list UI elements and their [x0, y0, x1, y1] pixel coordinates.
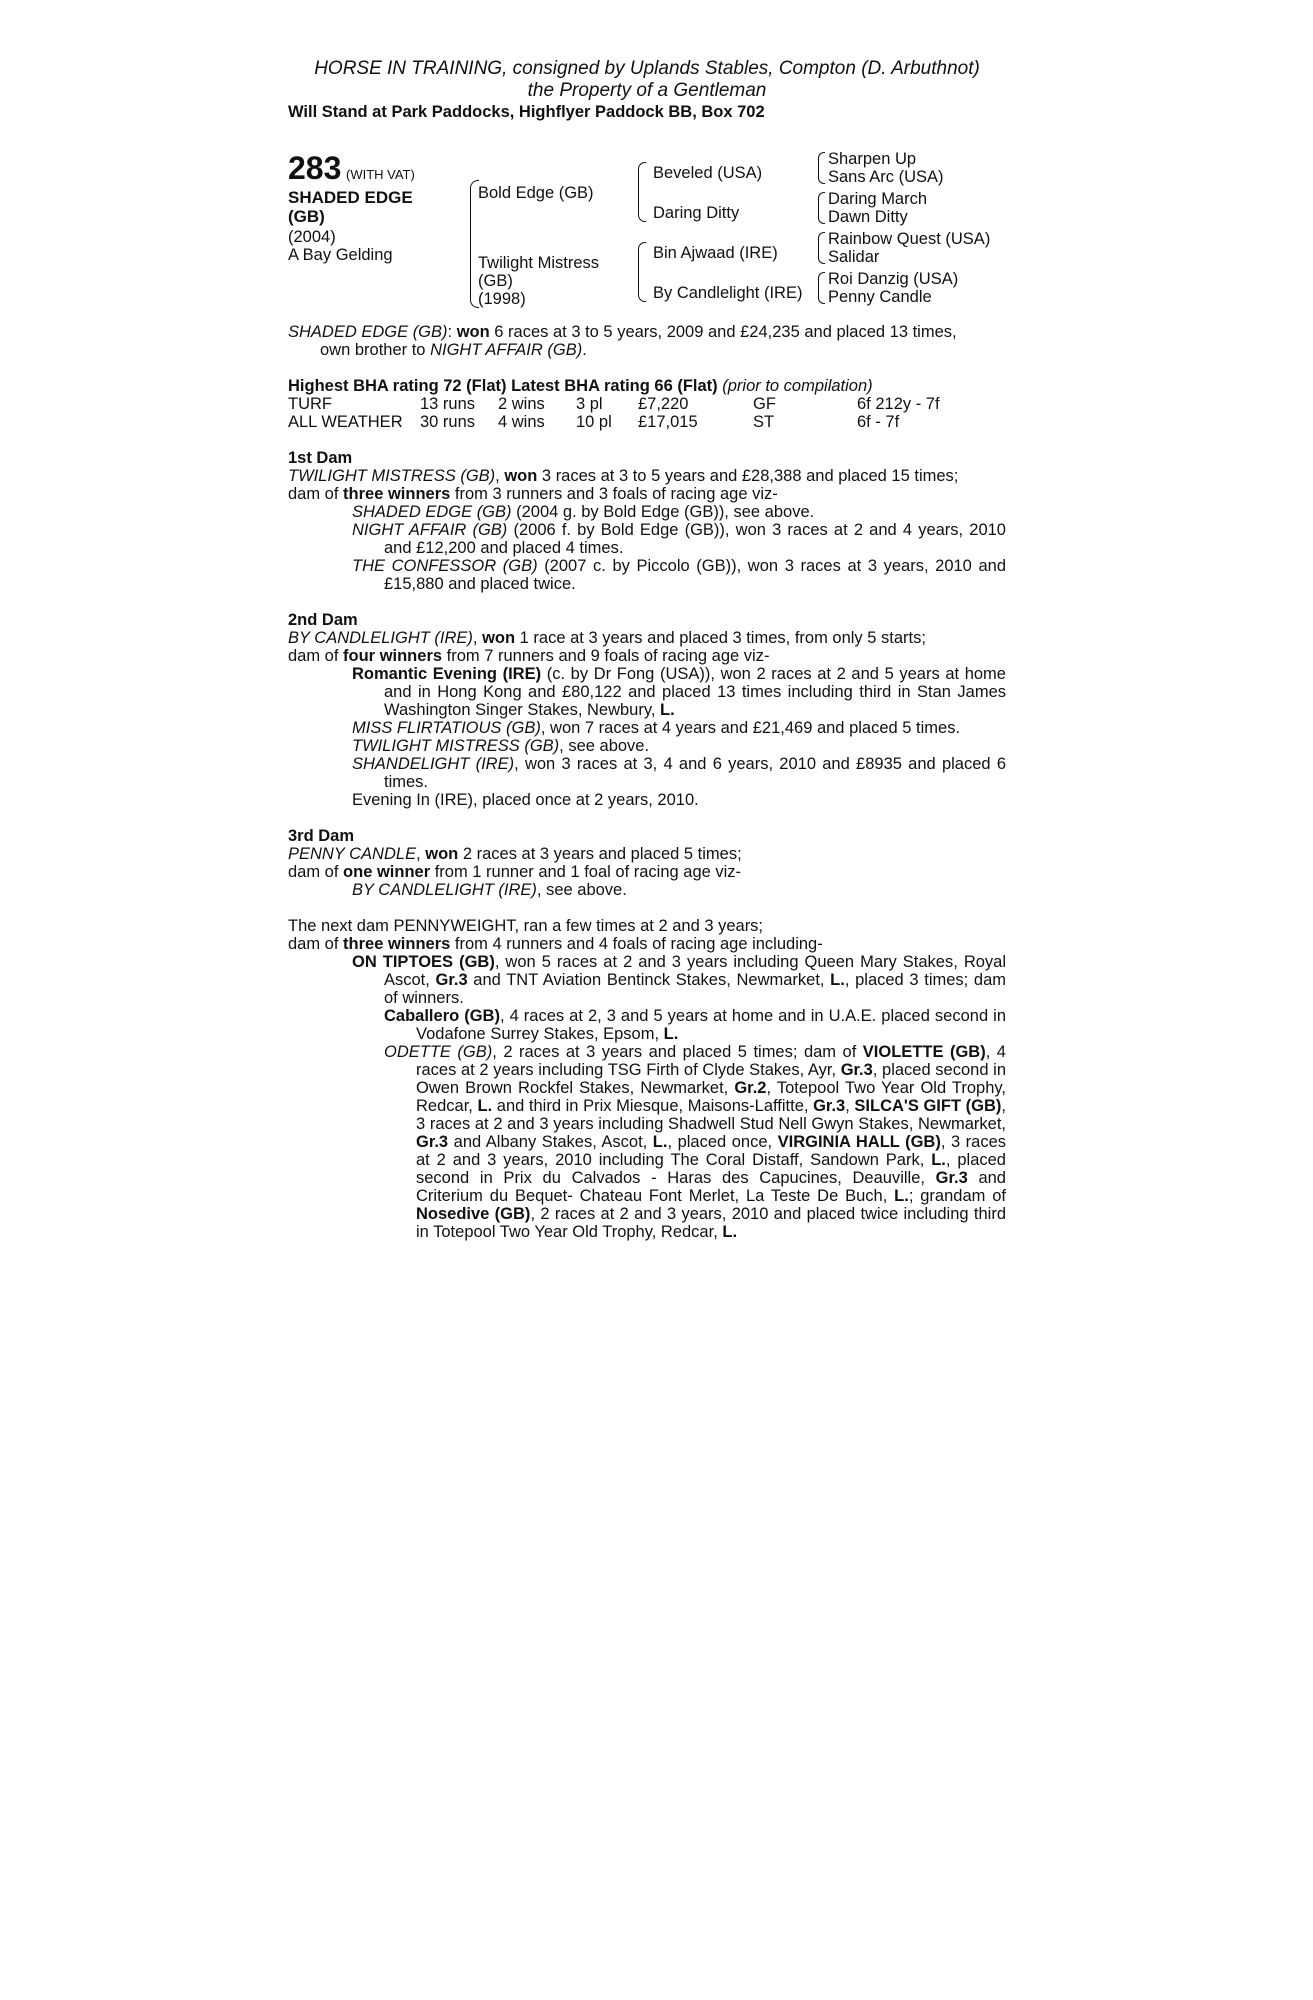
offspring-name: SHANDELIGHT (IRE)	[352, 755, 515, 773]
offspring-text: , placed second in Owen Brown Rockfel Stakes, Newmarket,	[416, 1061, 1006, 1097]
rating-cell: 10 pl	[576, 413, 612, 431]
offspring-text: , placed 3 times; dam of winners.	[384, 971, 1007, 1007]
summary-brother-text: own brother to	[320, 341, 431, 359]
third-dam-heading: 3rd Dam	[288, 827, 355, 845]
dam-dam: By Candlelight (IRE)	[653, 284, 803, 302]
pedigree-block	[288, 150, 1006, 308]
offspring-text: (2004 g. by Bold Edge (GB)), see above.	[511, 503, 815, 521]
brace-g4	[818, 272, 825, 304]
grandsire-7: Roi Danzig (USA)	[828, 270, 959, 288]
rating-cell: TURF	[288, 395, 332, 413]
group-mark: Gr.2	[734, 1079, 767, 1097]
offspring-text: , 2 races at 2 and 3 years, 2010 and placed twice including third in Totepool Two Year Old Trophy, Redcar,	[416, 1205, 1006, 1241]
grandsire-2: Sans Arc (USA)	[828, 168, 944, 186]
group-mark: Gr.3	[840, 1061, 873, 1079]
catalogue-page	[288, 58, 1006, 1241]
list-item	[288, 953, 1006, 1007]
offspring-name: NIGHT AFFAIR (GB)	[352, 521, 508, 539]
third-dam-name: PENNY CANDLE	[288, 845, 417, 863]
rating-cell: ST	[753, 413, 775, 431]
offspring-text: , won 5 races at 2 and 3 years including Queen Mary Stakes, Royal Ascot,	[384, 953, 1006, 989]
list-item	[288, 521, 1006, 557]
listed-mark: L.	[652, 1133, 668, 1151]
rating-cell: 13 runs	[420, 395, 476, 413]
sire-dam: Daring Ditty	[653, 204, 740, 222]
first-dam-heading: 1st Dam	[288, 449, 353, 467]
offspring-text: and TNT Aviation Bentinck Stakes, Newmarket,	[467, 971, 831, 989]
second-dam-name: BY CANDLELIGHT (IRE)	[288, 629, 473, 647]
table-row	[288, 395, 940, 413]
offspring-text: ,	[845, 1097, 855, 1115]
table-row	[288, 413, 940, 431]
stand-line: Will Stand at Park Paddocks, Highflyer Paddock BB, Box 702	[288, 103, 765, 121]
group-mark: Gr.3	[813, 1097, 846, 1115]
offspring-name: MISS FLIRTATIOUS (GB)	[352, 719, 541, 737]
rating-cell: £17,015	[638, 413, 698, 431]
sire: Bold Edge (GB)	[478, 184, 594, 202]
summary-text: 6 races at 3 to 5 years, 2009 and £24,235 and placed 13 times,	[489, 323, 957, 341]
second-dam-runners: from 7 runners and 9 foals of racing age viz-	[442, 647, 770, 665]
first-dam-name: TWILIGHT MISTRESS (GB)	[288, 467, 496, 485]
lot-number: 283	[288, 150, 342, 186]
first-dam-section: 1st Dam TWILIGHT MISTRESS (GB), won 3 races at 3 to 5 years and £28,388 and placed 15 times; dam of three winners from 3 runners and 3 foals of racing age viz- SHADED EDGE (GB) (2004 g. by Bold Edge (GB)), see above. NIGHT AFFAIR (GB) (2006 f. by Bold Edge (GB)), won 3 races at 2 and 4 years, 2010 and £12,200 and placed 4 times. THE CONFESSOR (GB) (2007 c. by Piccolo (GB)), won 3 races at 3 years, 2010 and £15,880 and placed twice.	[288, 449, 1006, 593]
list-item	[288, 665, 1006, 719]
summary-end: .	[582, 341, 587, 359]
brace-g2	[818, 192, 825, 224]
rating-cell: ALL WEATHER	[288, 413, 403, 431]
third-dam-of: dam of	[288, 863, 344, 881]
consignor-line: HORSE IN TRAINING, consigned by Uplands Stables, Compton (D. Arbuthnot)	[314, 58, 980, 79]
third-dam-won: won	[425, 845, 459, 863]
summary-brother-name: NIGHT AFFAIR (GB)	[430, 341, 583, 359]
offspring-name: Caballero (GB)	[384, 1007, 500, 1025]
grandsire-3: Daring March	[828, 190, 928, 208]
rating-cell: 30 runs	[420, 413, 476, 431]
ratings-note: (prior to compilation)	[722, 377, 873, 395]
offspring-text: (2006 f. by Bold Edge (GB)), won 3 races at 2 and 4 years, 2010 and £12,200 and placed 4 times.	[384, 521, 1006, 557]
offspring-text: , won 7 races at 4 years and £21,469 and placed 5 times.	[540, 719, 961, 737]
rating-cell: £7,220	[638, 395, 689, 413]
offspring-text: , 4 races at 2 years including TSG Firth of Clyde Stakes, Ayr,	[416, 1043, 1006, 1079]
offspring-name: TWILIGHT MISTRESS (GB)	[352, 737, 560, 755]
sire-sire: Beveled (USA)	[653, 164, 763, 182]
list-item	[288, 755, 1006, 791]
offspring-text: , 3 races at 2 and 3 years including Shadwell Stud Nell Gwyn Stakes, Newmarket,	[416, 1097, 1006, 1133]
listed-mark: L.	[830, 971, 845, 989]
dam-sire: Bin Ajwaad (IRE)	[653, 244, 778, 262]
offspring-text: , 4 races at 2, 3 and 5 years at home and in U.A.E. placed second in Vodafone Surrey Stakes, Epsom,	[416, 1007, 1006, 1043]
listed-mark: L.	[722, 1223, 738, 1241]
vat-note: (WITH VAT)	[345, 167, 415, 182]
next-dam-line: The next dam PENNYWEIGHT, ran a few times at 2 and 3 years;	[288, 917, 764, 935]
offspring-name: ON TIPTOES (GB)	[352, 953, 495, 971]
first-dam-of: dam of	[288, 485, 344, 503]
offspring-text: , see above.	[559, 737, 650, 755]
first-dam-record: 3 races at 3 to 5 years and £28,388 and placed 15 times;	[537, 467, 959, 485]
listed-mark: L.	[477, 1097, 493, 1115]
first-dam-runners: from 3 runners and 3 foals of racing age viz-	[450, 485, 778, 503]
offspring-name: THE CONFESSOR (GB)	[352, 557, 538, 575]
listed-mark: L.	[894, 1187, 909, 1205]
list-item	[288, 1043, 1006, 1241]
rating-cell: 6f - 7f	[857, 413, 900, 431]
offspring-name: Nosedive (GB)	[416, 1205, 531, 1223]
ratings-heading: Highest BHA rating 72 (Flat) Latest BHA rating 66 (Flat)	[288, 377, 718, 395]
offspring-text: ; grandam of	[908, 1187, 1006, 1205]
foaling-year: (2004)	[288, 228, 336, 246]
horse-description: A Bay Gelding	[288, 246, 393, 264]
ratings-table	[288, 395, 940, 431]
second-dam-record: 1 race at 3 years and placed 3 times, from only 5 starts;	[515, 629, 926, 647]
offspring-text: (2007 c. by Piccolo (GB)), won 3 races at 3 years, 2010 and £15,880 and placed twice.	[384, 557, 1006, 593]
offspring-text: and Albany Stakes, Ascot,	[448, 1133, 653, 1151]
race-summary: SHADED EDGE (GB): won 6 races at 3 to 5 years, 2009 and £24,235 and placed 13 times, own brother to NIGHT AFFAIR (GB).	[288, 323, 957, 359]
group-mark: Gr.3	[935, 1169, 968, 1187]
listed-mark: L.	[931, 1151, 946, 1169]
summary-horse-name: SHADED EDGE (GB)	[288, 323, 448, 341]
offspring-name: SILCA'S GIFT (GB)	[854, 1097, 1002, 1115]
offspring-text: , placed once,	[667, 1133, 778, 1151]
brace-g3	[818, 232, 825, 264]
first-dam-won: won	[504, 467, 538, 485]
grandsire-6: Salidar	[828, 248, 880, 266]
offspring-name: SHADED EDGE (GB)	[352, 503, 512, 521]
offspring-text: , 3 races at 2 and 3 years, 2010 including The Coral Distaff, Sandown Park,	[416, 1133, 1006, 1169]
offspring-text: and Criterium du Bequet- Chateau Font Merlet, La Teste De Buch,	[416, 1169, 1006, 1205]
rating-cell: 2 wins	[498, 395, 545, 413]
dam-line-3: (1998)	[478, 290, 526, 308]
first-dam-winners: three winners	[343, 485, 451, 503]
rating-cell: 3 pl	[576, 395, 603, 413]
list-item	[288, 503, 1006, 521]
offspring-name: BY CANDLELIGHT (IRE)	[352, 881, 537, 899]
lot-number-line	[288, 152, 415, 184]
horse-name: SHADED EDGE (GB)	[288, 188, 413, 226]
third-dam-winners: one winner	[343, 863, 431, 881]
rating-cell: 4 wins	[498, 413, 545, 431]
listed-mark: L.	[660, 701, 675, 719]
summary-won: won	[456, 323, 490, 341]
ratings-section	[288, 377, 1006, 431]
third-dam-record: 2 races at 3 years and placed 5 times;	[458, 845, 742, 863]
third-dam-runners: from 1 runner and 1 foal of racing age viz-	[430, 863, 742, 881]
grandsire-4: Dawn Ditty	[828, 208, 908, 226]
sire-brace	[638, 162, 646, 222]
dam-brace	[638, 242, 646, 302]
group-mark: Gr.3	[435, 971, 468, 989]
third-dam-section: 3rd Dam PENNY CANDLE, won 2 races at 3 years and placed 5 times; dam of one winner from 1 runner and 1 foal of racing age viz- BY CANDLELIGHT (IRE), see above.	[288, 827, 1006, 899]
rating-cell: 6f 212y - 7f	[857, 395, 940, 413]
list-item	[288, 719, 1006, 737]
offspring-text: , see above.	[536, 881, 627, 899]
offspring-text: and third in Prix Miesque, Maisons-Laffitte,	[492, 1097, 814, 1115]
offspring-text: , placed second in Prix du Calvados - Haras des Capucines, Deauville,	[416, 1151, 1006, 1187]
offspring-text: , 2 races at 3 years and placed 5 times; dam of	[492, 1043, 863, 1061]
offspring-text: , Totepool Two Year Old Trophy, Redcar,	[416, 1079, 1007, 1115]
grandsire-8: Penny Candle	[828, 288, 932, 306]
catalogue-header	[288, 58, 1006, 122]
list-item	[288, 1007, 1006, 1043]
grandsire-5: Rainbow Quest (USA)	[828, 230, 991, 248]
listed-mark: L.	[663, 1025, 679, 1043]
offspring-text: (c. by Dr Fong (USA)), won 2 races at 2 and 5 years at home and in Hong Kong and £80,122 and placed 13 times including third in Stan James Washington Singer Stakes, Newbury,	[384, 665, 1006, 719]
offspring-text: , won 3 races at 3, 4 and 6 years, 2010 and £8935 and placed 6 times.	[384, 755, 1006, 791]
second-dam-heading: 2nd Dam	[288, 611, 358, 629]
property-line: the Property of a Gentleman	[527, 80, 767, 101]
next-dam-winners: three winners	[343, 935, 451, 953]
group-mark: Gr.3	[416, 1133, 449, 1151]
list-item	[288, 881, 1006, 899]
offspring-name: VIOLETTE (GB)	[862, 1043, 986, 1061]
second-dam-section: 2nd Dam BY CANDLELIGHT (IRE), won 1 race at 3 years and placed 3 times, from only 5 starts; dam of four winners from 7 runners and 9 foals of racing age viz- Romantic Evening (IRE) (c. by Dr Fong (USA)), won 2 races at 2 and 5 years at home and in Hong Kong and £80,122 and placed 13 times including third in Stan James Washington Singer Stakes, Newbury, L. MISS FLIRTATIOUS (GB), won 7 races at 4 years and £21,469 and placed 5 times. TWILIGHT MISTRESS (GB), see above. SHANDELIGHT (IRE), won 3 races at 3, 4 and 6 years, 2010 and £8935 and placed 6 times. Evening In (IRE), placed once at 2 years, 2010.	[288, 611, 1006, 809]
dam-line-1: Twilight Mistress	[478, 254, 600, 272]
brace-g1	[818, 152, 825, 184]
list-item	[288, 737, 1006, 755]
next-dam-of: dam of	[288, 935, 344, 953]
next-dam-section	[288, 917, 1006, 1241]
offspring-name: Romantic Evening (IRE)	[352, 665, 542, 683]
second-dam-winners: four winners	[343, 647, 443, 665]
offspring-name: ODETTE (GB)	[384, 1043, 493, 1061]
list-item: Evening In (IRE), placed once at 2 years, 2010.	[352, 791, 699, 809]
rating-cell: GF	[753, 395, 776, 413]
second-dam-won: won	[482, 629, 516, 647]
second-dam-of: dam of	[288, 647, 344, 665]
dam-line-2: (GB)	[478, 272, 513, 290]
list-item	[288, 557, 1006, 593]
next-dam-runners: from 4 runners and 4 foals of racing age including-	[450, 935, 823, 953]
grandsire-1: Sharpen Up	[828, 150, 917, 168]
offspring-name: VIRGINIA HALL (GB)	[777, 1133, 941, 1151]
